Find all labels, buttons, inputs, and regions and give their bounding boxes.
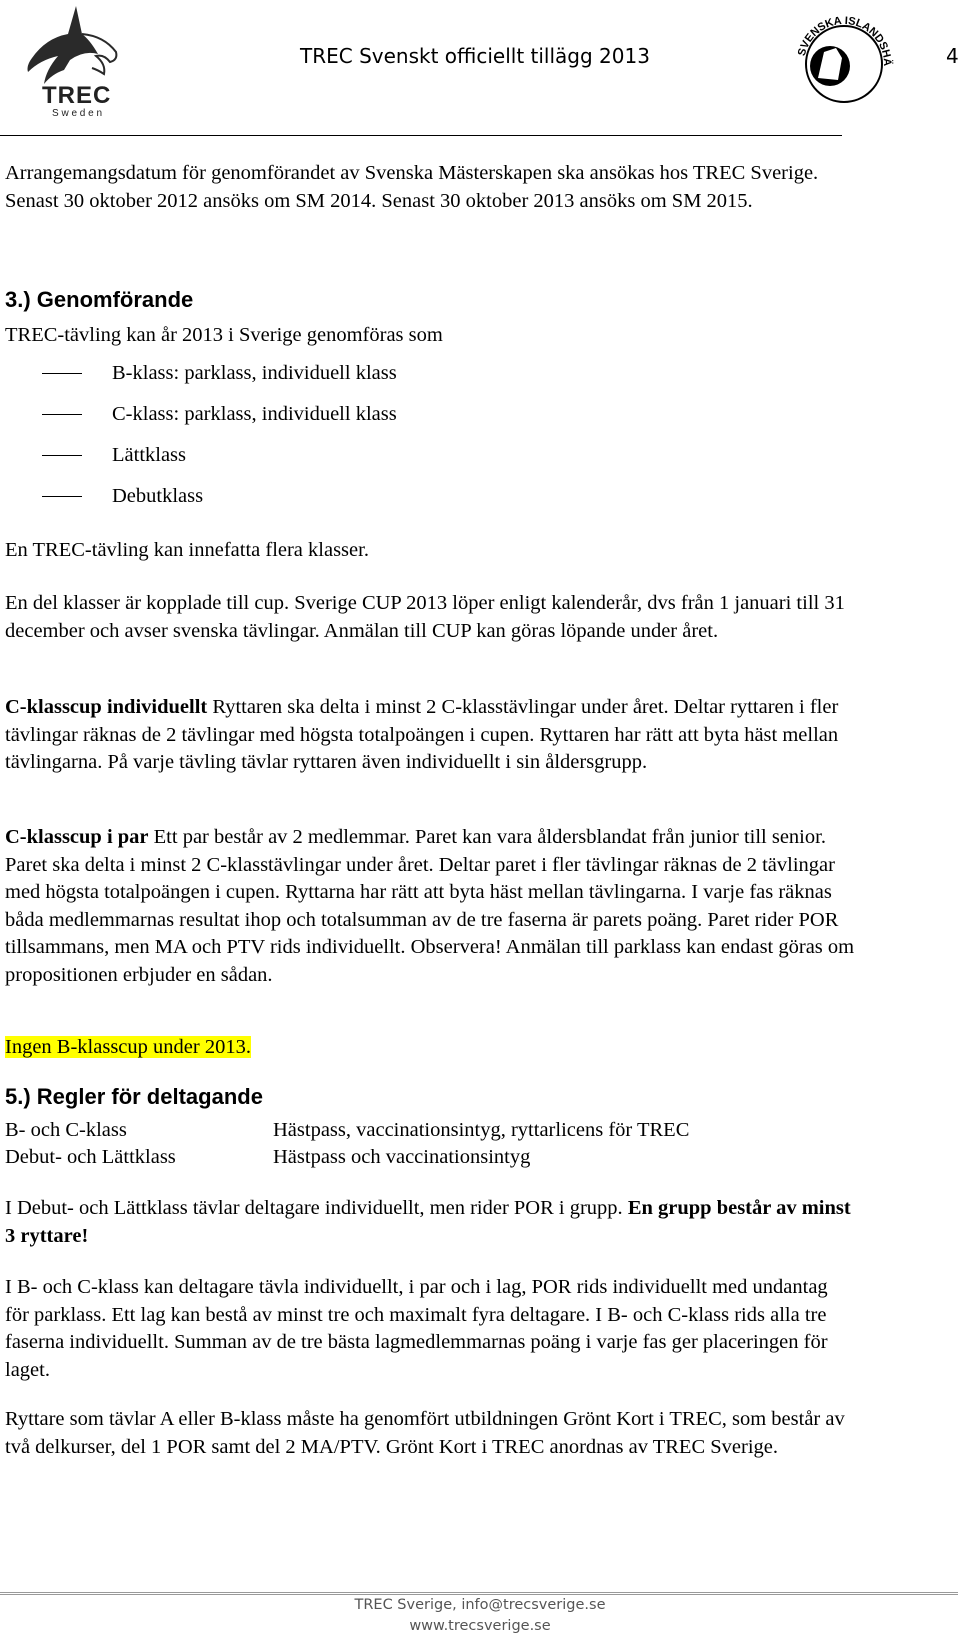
footer-contact: TREC Sverige, info@trecsverige.se (354, 1597, 606, 1613)
team-paragraph: I B- och C-klass kan deltagare tävla individuellt, i par och i lag, POR rids individuellt med undantag för parklass. Ett lag kan bestå av minst tre och maximalt fyra deltagare. I B- och C-klass rids alla tre faserna individuellt. Summan av de tre bästa lagmedlemmarnas poäng i varje fas ger placeringen för laget. (5, 1276, 828, 1381)
group-paragraph (5, 1195, 855, 1250)
list-item (5, 485, 203, 508)
dash-bullet-icon (42, 414, 82, 415)
requirement-cell: Hästpass och vaccinationsintyg (273, 1146, 531, 1168)
header-divider (0, 135, 842, 136)
requirements-row (5, 1144, 905, 1171)
requirement-cell: Hästpass, vaccinationsintyg, ryttarlicens för TREC (273, 1119, 690, 1141)
group-text: I Debut- och Lättklass tävlar deltagare individuellt, men rider POR i grupp. (5, 1197, 628, 1219)
list-item (5, 403, 397, 426)
highlighted-text: Ingen B-klasscup under 2013. (5, 1036, 251, 1058)
list-item (5, 362, 397, 385)
cup-pair-text: Ett par består av 2 medlemmar. Paret kan vara åldersblandat från junior till senior. Paret ska delta i minst 2 C-klasstävlingar under året. Deltar paret i fler tävlingar räknas de 2 tävlingar med högsta totalpoängen i cupen. Ryttarna har rätt att byta häst mellan tävlingarna. I varje fas räknas båda medlemmarnas resultat ihop och totalsumman av de tre faserna är parets poäng. Paret rider POR tillsammans, men MA och PTV rids individuellt. Observera! Anmälan till parklass kan endast göras om propositionen erbjuder en sådan. (5, 826, 855, 986)
seal-text: SVENSKA ISLANDSHÄ (795, 14, 894, 67)
section-3-heading: 3.) Genomförande (5, 287, 194, 312)
footer-divider (0, 1592, 958, 1595)
cup-individual-text: Ryttaren ska delta i minst 2 C-klasstävlingar under året. Deltar ryttaren i fler tävlingar räknas de 2 tävlingar med högsta totalpoängen i cupen. Ryttaren har rätt att byta häst mellan tävlingarna. På varje tävling tävlar ryttaren även individuellt i sin åldersgrupp. (5, 696, 839, 773)
classes-paragraph: En TREC-tävling kan innefatta flera klasser. (5, 539, 369, 561)
dash-bullet-icon (42, 373, 82, 374)
logo-subtext: S w e d e n (52, 108, 103, 119)
seal-icon (790, 8, 898, 108)
requirements-row (5, 1117, 905, 1144)
cup-pair-paragraph (5, 824, 855, 989)
dash-bullet-icon (42, 496, 82, 497)
gront-kort-paragraph: Ryttare som tävlar A eller B-klass måste ha genomfört utbildningen Grönt Kort i TREC, som består av två delkurser, del 1 POR samt del 2 MA/PTV. Grönt Kort i TREC anordnas av TREC Sverige. (5, 1408, 845, 1458)
list-item (5, 444, 186, 467)
list-item-text: Lättklass (112, 444, 187, 466)
logo-wordmark: TREC (42, 82, 112, 109)
footer-website[interactable]: www.trecsverige.se (409, 1618, 551, 1634)
islandshast-logo (790, 8, 898, 108)
cup-pair-label: C-klasscup i par (5, 826, 149, 848)
highlight-note (5, 1034, 251, 1062)
section-5-heading: 5.) Regler för deltagande (5, 1084, 263, 1109)
section-3-lead: TREC-tävling kan år 2013 i Sverige genomföras som (5, 324, 443, 346)
cup-paragraph: En del klasser är kopplade till cup. Sverige CUP 2013 löper enligt kalenderår, dvs från 1 januari till 31 december och avser svenska tävlingar. Anmälan till CUP kan göras löpande under året. (5, 592, 845, 642)
cup-individual-label: C-klasscup individuellt (5, 696, 208, 718)
page-number: 4 (946, 44, 959, 68)
header-title: TREC Svenskt officiellt tillägg 2013 (300, 44, 650, 68)
list-item-text: B-klass: parklass, individuell klass (112, 362, 397, 384)
list-item-text: C-klass: parklass, individuell klass (112, 403, 397, 425)
intro-paragraph: Arrangemangsdatum för genomförandet av Svenska Mästerskapen ska ansökas hos TREC Sverige. Senast 30 oktober 2012 ansöks om SM 2014. Senast 30 oktober 2013 ansöks om SM 2015. (5, 162, 819, 212)
class-cell: Debut- och Lättklass (5, 1146, 176, 1168)
trec-sweden-logo (18, 0, 136, 124)
group-bold-text: En grupp består av minst 3 ryttare! (5, 1197, 851, 1247)
class-cell: B- och C-klass (5, 1119, 127, 1141)
dash-bullet-icon (42, 455, 82, 456)
cup-individual-paragraph (5, 694, 855, 777)
list-item-text: Debutklass (112, 485, 204, 507)
